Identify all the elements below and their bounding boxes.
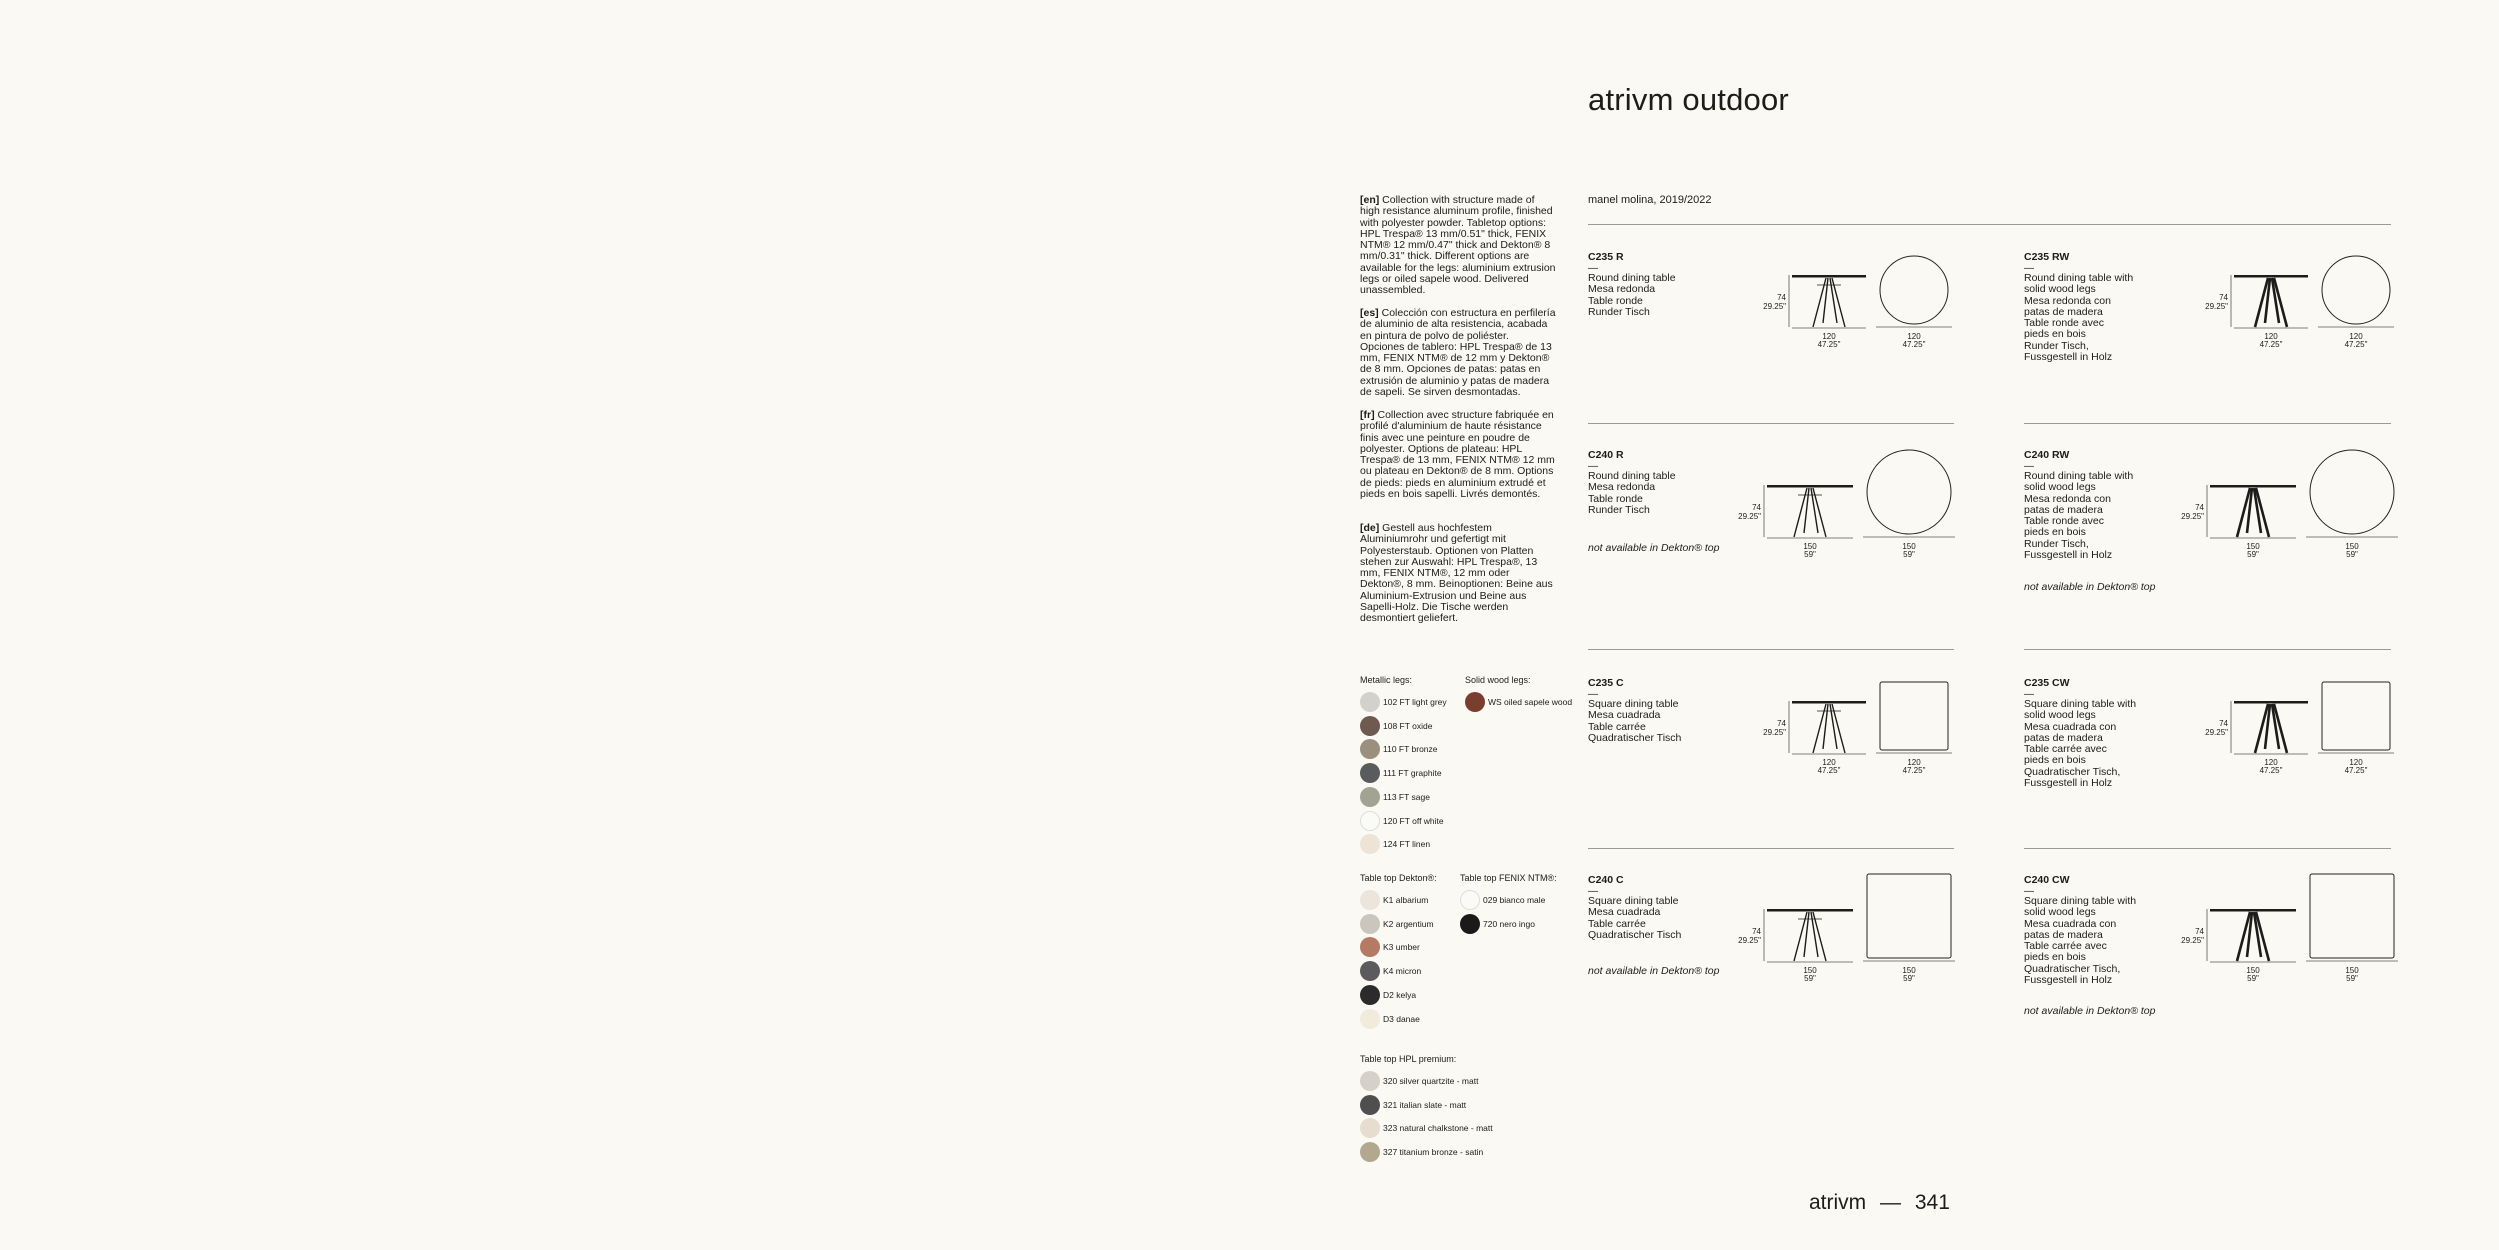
tabletop-edge bbox=[1767, 909, 1853, 912]
divider bbox=[2024, 423, 2391, 424]
intro-lang: [en] bbox=[1360, 194, 1380, 206]
table-side-view bbox=[1762, 897, 1858, 965]
intro-de bbox=[1360, 523, 1556, 625]
height-inch-label: 29.25" bbox=[1738, 936, 1761, 945]
intro-fr bbox=[1360, 410, 1556, 500]
depth-inch-label: 59" bbox=[2346, 550, 2358, 559]
width-inch-label: 47.25" bbox=[1817, 766, 1841, 775]
swatch-label: K3 umber bbox=[1383, 942, 1420, 953]
color-dot bbox=[1360, 811, 1380, 831]
table-plan-view bbox=[2318, 680, 2394, 754]
tabletop-edge bbox=[1767, 485, 1853, 488]
height-label: 74 bbox=[2195, 503, 2204, 512]
metallic-swatch[interactable] bbox=[1360, 716, 1432, 736]
width-label: 150 bbox=[1803, 966, 1817, 975]
swatch-label: 120 FT off white bbox=[1383, 815, 1444, 826]
tabletop-outline bbox=[1880, 682, 1948, 750]
width-label: 120 bbox=[1822, 332, 1836, 341]
color-dot bbox=[1360, 1071, 1380, 1091]
dekton-swatch[interactable] bbox=[1360, 914, 1434, 934]
swatch-label: 111 FT graphite bbox=[1383, 768, 1442, 779]
width-label: 150 bbox=[2246, 542, 2260, 551]
tabletop-edge bbox=[2234, 701, 2308, 704]
table-plan-view bbox=[2318, 254, 2394, 328]
table-side-view bbox=[2205, 897, 2301, 965]
swatch-label: K4 micron bbox=[1383, 966, 1422, 977]
intro-text: Colección con estructura en perfilería de aluminio de alta resistencia, acabada en pintura de polvo de poliéster. Opciones de tablero: HPL Trespa® de 13 mm, FENIX NTM® de 12 mm y Dekton® de 8 mm. Opciones de patas: patas en extrusión de aluminio y patas de madera de sapeli. Se sirven desmontadas. bbox=[1360, 307, 1556, 399]
page-footer bbox=[1809, 1191, 1950, 1215]
swatch-label: K1 albarium bbox=[1383, 895, 1429, 905]
width-inch-label: 59" bbox=[1804, 974, 1816, 983]
product-code: C240 RW bbox=[2024, 449, 2070, 461]
product-note: not available in Dekton® top bbox=[1588, 965, 1720, 977]
swatch-label: 108 FT oxide bbox=[1383, 720, 1433, 731]
intro-en bbox=[1360, 195, 1556, 297]
product-description: Square dining table Mesa cuadrada Table carrée Quadratischer Tisch bbox=[1588, 895, 1682, 941]
swatch-label: 113 FT sage bbox=[1383, 791, 1430, 802]
product-code: C240 R bbox=[1588, 449, 1624, 461]
table-side-view bbox=[1762, 473, 1858, 541]
swatch-label: 124 FT linen bbox=[1383, 839, 1431, 850]
divider bbox=[2024, 848, 2391, 849]
depth-label: 120 bbox=[1907, 758, 1921, 767]
product-dash: — bbox=[2024, 461, 2034, 472]
tabletop-outline bbox=[2310, 874, 2394, 958]
intro-lang: [es] bbox=[1360, 307, 1379, 319]
swatch-label: K2 argentium bbox=[1383, 918, 1434, 929]
depth-inch-label: 59" bbox=[2346, 974, 2358, 983]
divider bbox=[1588, 649, 1954, 650]
product-description: Square dining table with solid wood legs Mesa cuadrada con patas de madera Table carrée avec pieds en bois Quadratischer Tisch, Fussgestell in Holz bbox=[2024, 895, 2137, 987]
product-note: not available in Dekton® top bbox=[1588, 542, 1720, 554]
product-note: not available in Dekton® top bbox=[2024, 581, 2156, 593]
tabletop-outline bbox=[2322, 256, 2390, 324]
table-plan-view bbox=[1863, 872, 1955, 962]
color-dot bbox=[1360, 890, 1380, 910]
width-inch-label: 59" bbox=[1804, 550, 1816, 559]
swatch-label: 321 italian slate - matt bbox=[1383, 1099, 1467, 1110]
tabletop-outline bbox=[2322, 682, 2390, 750]
color-dot bbox=[1360, 985, 1380, 1005]
tabletop-edge bbox=[1792, 275, 1866, 278]
color-dot bbox=[1360, 961, 1380, 981]
height-inch-label: 29.25" bbox=[2205, 728, 2228, 737]
dekton-swatch[interactable] bbox=[1360, 890, 1428, 910]
width-inch-label: 47.25" bbox=[1817, 340, 1841, 349]
tabletop-edge bbox=[2210, 485, 2296, 488]
dekton-swatch[interactable] bbox=[1360, 985, 1416, 1005]
product-code: C235 CW bbox=[2024, 677, 2070, 689]
swatch-label: D3 danae bbox=[1383, 1013, 1420, 1024]
product-dash: — bbox=[2024, 886, 2034, 897]
table-plan-view bbox=[2306, 872, 2398, 962]
color-dot bbox=[1360, 763, 1380, 783]
dekton-swatch[interactable] bbox=[1360, 937, 1420, 957]
height-inch-label: 29.25" bbox=[1763, 728, 1786, 737]
product-description: Round dining table with solid wood legs Mesa redonda con patas de madera Table ronde avec pieds en bois Runder Tisch, Fussgestell in Holz bbox=[2024, 470, 2134, 562]
product-code: C240 CW bbox=[2024, 874, 2070, 886]
color-dot bbox=[1360, 1009, 1380, 1029]
intro-es bbox=[1360, 308, 1556, 398]
color-dot bbox=[1360, 1142, 1380, 1162]
color-dot bbox=[1360, 787, 1380, 807]
color-dot bbox=[1360, 914, 1380, 934]
metallic-swatch[interactable] bbox=[1360, 692, 1447, 712]
height-label: 74 bbox=[1777, 719, 1786, 728]
dekton-finish-title: Table top Dekton®: bbox=[1360, 873, 1437, 883]
height-inch-label: 29.25" bbox=[2181, 936, 2204, 945]
width-label: 150 bbox=[2246, 966, 2260, 975]
tabletop-edge bbox=[2234, 275, 2308, 278]
product-description: Round dining table Mesa redonda Table ronde Runder Tisch bbox=[1588, 470, 1676, 516]
tabletop-outline bbox=[1880, 256, 1948, 324]
height-label: 74 bbox=[2195, 927, 2204, 936]
color-dot bbox=[1465, 692, 1485, 712]
divider bbox=[1588, 848, 1954, 849]
product-note: not available in Dekton® top bbox=[2024, 1005, 2156, 1017]
wood-finish-title: Solid wood legs: bbox=[1465, 675, 1531, 685]
product-dash: — bbox=[1588, 886, 1598, 897]
width-label: 150 bbox=[1803, 542, 1817, 551]
tabletop-outline bbox=[1867, 450, 1951, 534]
product-dash: — bbox=[1588, 263, 1598, 274]
tabletop-outline bbox=[2310, 450, 2394, 534]
width-inch-label: 59" bbox=[2247, 974, 2259, 983]
depth-inch-label: 47.25" bbox=[1902, 766, 1926, 775]
swatch-label: 110 FT bronze bbox=[1383, 744, 1438, 755]
swatch-label: D2 kelya bbox=[1383, 989, 1417, 1000]
fenix-finish-title: Table top FENIX NTM®: bbox=[1460, 873, 1557, 883]
color-dot bbox=[1460, 914, 1480, 934]
swatch-label: 327 titanium bronze - satin bbox=[1383, 1147, 1484, 1158]
depth-label: 150 bbox=[1902, 542, 1916, 551]
table-side-view bbox=[2229, 689, 2313, 757]
height-label: 74 bbox=[1777, 293, 1786, 302]
intro-text: Gestell aus hochfestem Aluminiumrohr und gefertigt mit Polyesterstaub. Optionen von Platten stehen zur Auswahl: HPL Trespa®, 13 mm, FENIX NTM®, 12 mm oder Dekton®, 8 mm. Beinoptionen: Beine aus Aluminium-Extrusion und Beine aus Sapelli-Holz. Die Tische werden desmontiert geliefert. bbox=[1360, 522, 1553, 625]
table-plan-view bbox=[2306, 448, 2398, 538]
tabletop-outline bbox=[1867, 874, 1951, 958]
depth-label: 150 bbox=[2345, 966, 2359, 975]
width-label: 120 bbox=[1822, 758, 1836, 767]
swatch-label: WS oiled sapele wood bbox=[1488, 697, 1573, 707]
divider bbox=[1588, 224, 2391, 225]
product-dash: — bbox=[1588, 689, 1598, 700]
tabletop-edge bbox=[2210, 909, 2296, 912]
depth-inch-label: 47.25" bbox=[2344, 766, 2368, 775]
fenix-swatch[interactable] bbox=[1460, 890, 1545, 910]
height-label: 74 bbox=[1752, 927, 1761, 936]
table-side-view bbox=[1787, 263, 1871, 331]
product-dash: — bbox=[2024, 689, 2034, 700]
depth-inch-label: 59" bbox=[1903, 550, 1915, 559]
product-code: C240 C bbox=[1588, 874, 1624, 886]
dekton-swatch[interactable] bbox=[1360, 961, 1421, 981]
depth-inch-label: 47.25" bbox=[2344, 340, 2368, 349]
color-dot bbox=[1360, 1095, 1380, 1115]
table-plan-view bbox=[1863, 448, 1955, 538]
product-description: Square dining table Mesa cuadrada Table carrée Quadratischer Tisch bbox=[1588, 698, 1682, 744]
height-label: 74 bbox=[1752, 503, 1761, 512]
width-inch-label: 59" bbox=[2247, 550, 2259, 559]
table-plan-view bbox=[1876, 680, 1952, 754]
intro-text: Collection avec structure fabriquée en profilé d'aluminium de haute résistance finis avec une peinture en poudre de polyester. Options de plateau: HPL Trespa® de 13 mm, FENIX NTM® 12 mm ou plateau en Dekton® de 8 mm. Options de pieds: pieds en aluminium extrudé et pieds en bois sapelli. Livrés demontés. bbox=[1360, 409, 1555, 501]
page-number: 341 bbox=[1914, 1191, 1950, 1214]
product-code: C235 R bbox=[1588, 251, 1624, 263]
color-dot bbox=[1360, 692, 1380, 712]
depth-label: 120 bbox=[1907, 332, 1921, 341]
hpl-swatch[interactable] bbox=[1360, 1095, 1466, 1115]
depth-inch-label: 47.25" bbox=[1902, 340, 1926, 349]
height-label: 74 bbox=[2219, 719, 2228, 728]
color-dot bbox=[1460, 890, 1480, 910]
product-code: C235 RW bbox=[2024, 251, 2070, 263]
depth-label: 120 bbox=[2349, 332, 2363, 341]
hpl-swatch[interactable] bbox=[1360, 1071, 1478, 1091]
color-dot bbox=[1360, 937, 1380, 957]
color-dot bbox=[1360, 834, 1380, 854]
product-description: Square dining table with solid wood legs Mesa cuadrada con patas de madera Table carrée avec pieds en bois Quadratischer Tisch, Fussgestell in Holz bbox=[2024, 698, 2137, 790]
metallic-swatch[interactable] bbox=[1360, 787, 1430, 807]
footer-brand: atrivm bbox=[1809, 1191, 1867, 1214]
height-inch-label: 29.25" bbox=[1738, 512, 1761, 521]
product-dash: — bbox=[2024, 263, 2034, 274]
width-inch-label: 47.25" bbox=[2259, 766, 2283, 775]
swatch-label: 029 bianco male bbox=[1483, 895, 1546, 905]
table-side-view bbox=[1787, 689, 1871, 757]
page-title: atrivm outdoor bbox=[1588, 82, 1789, 117]
swatch-label: 720 nero ingo bbox=[1483, 918, 1535, 929]
swatch-label: 323 natural chalkstone - matt bbox=[1383, 1123, 1493, 1134]
height-label: 74 bbox=[2219, 293, 2228, 302]
height-inch-label: 29.25" bbox=[2205, 302, 2228, 311]
height-inch-label: 29.25" bbox=[1763, 302, 1786, 311]
hpl-swatch[interactable] bbox=[1360, 1118, 1493, 1138]
hpl-finish-title: Table top HPL premium: bbox=[1360, 1054, 1457, 1064]
product-description: Round dining table Mesa redonda Table ronde Runder Tisch bbox=[1588, 272, 1676, 318]
product-description: Round dining table with solid wood legs Mesa redonda con patas de madera Table ronde avec pieds en bois Runder Tisch, Fussgestell in Holz bbox=[2024, 272, 2134, 364]
depth-label: 120 bbox=[2349, 758, 2363, 767]
width-label: 120 bbox=[2264, 758, 2278, 767]
width-label: 120 bbox=[2264, 332, 2278, 341]
intro-lang: [de] bbox=[1360, 522, 1380, 534]
table-side-view bbox=[2205, 473, 2301, 541]
divider bbox=[2024, 649, 2391, 650]
intro-text: Collection with structure made of high resistance aluminum profile, finished with polyester powder. Tabletop options: HPL Trespa® 13 mm/0.51" thick, FENIX NTM® 12 mm/0.47" thick and Dekton® 8 mm/0.31" thick. Different options are available for the legs: aluminium extrusion legs or oiled sapele wood. Delivered unassembled. bbox=[1360, 194, 1556, 297]
depth-label: 150 bbox=[2345, 542, 2359, 551]
tabletop-edge bbox=[1792, 701, 1866, 704]
wood-swatch[interactable] bbox=[1465, 692, 1572, 712]
swatch-label: 102 FT light grey bbox=[1383, 697, 1447, 707]
table-plan-view bbox=[1876, 254, 1952, 328]
fenix-swatch[interactable] bbox=[1460, 914, 1535, 934]
depth-label: 150 bbox=[1902, 966, 1916, 975]
divider bbox=[1588, 423, 1954, 424]
metallic-finish-title: Metallic legs: bbox=[1360, 675, 1413, 685]
table-side-view bbox=[2229, 263, 2313, 331]
color-dot bbox=[1360, 716, 1380, 736]
width-inch-label: 47.25" bbox=[2259, 340, 2283, 349]
hpl-swatch[interactable] bbox=[1360, 1142, 1483, 1162]
color-dot bbox=[1360, 1118, 1380, 1138]
color-dot bbox=[1360, 739, 1380, 759]
footer-separator: — bbox=[1880, 1191, 1902, 1214]
metallic-swatch[interactable] bbox=[1360, 834, 1430, 854]
metallic-swatch[interactable] bbox=[1360, 763, 1442, 783]
designer-credit: manel molina, 2019/2022 bbox=[1588, 194, 1712, 206]
metallic-swatch[interactable] bbox=[1360, 811, 1444, 831]
swatch-label: 320 silver quartzite - matt bbox=[1383, 1076, 1479, 1086]
metallic-swatch[interactable] bbox=[1360, 739, 1438, 759]
product-code: C235 C bbox=[1588, 677, 1624, 689]
depth-inch-label: 59" bbox=[1903, 974, 1915, 983]
dekton-swatch[interactable] bbox=[1360, 1009, 1420, 1029]
height-inch-label: 29.25" bbox=[2181, 512, 2204, 521]
intro-lang: [fr] bbox=[1360, 409, 1375, 421]
product-dash: — bbox=[1588, 461, 1598, 472]
